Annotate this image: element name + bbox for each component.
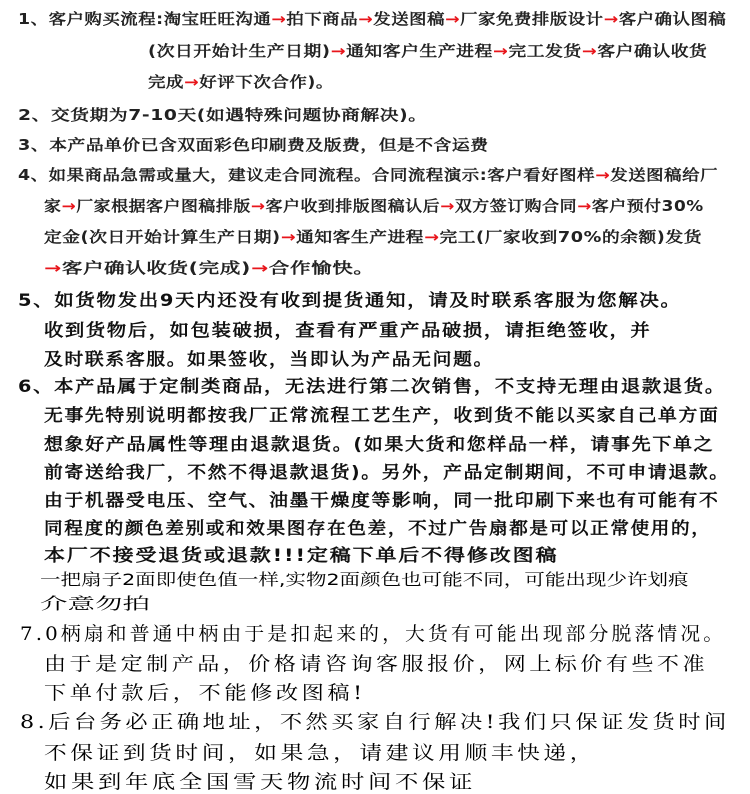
red-arrow-icon: → xyxy=(581,42,598,60)
text-segment: 厂家免费排版设计 xyxy=(460,10,604,28)
section-5-line xyxy=(18,286,682,311)
text-segment: 收到货物后，如包装破损，查看有严重产品破损，请拒绝签收，并 xyxy=(44,321,652,341)
text-segment: 一把扇子2面即使色值一样,实物2面颜色也可能不同，可能出现少许划痕 xyxy=(40,570,689,589)
text-segment: 完工发货 xyxy=(508,42,582,60)
text-segment: 通知客户生产进程 xyxy=(346,42,493,60)
red-arrow-icon: → xyxy=(280,228,297,246)
text-segment: 发送图稿给厂 xyxy=(610,166,719,184)
text-segment: 合作愉快。 xyxy=(268,259,375,277)
section-8-line xyxy=(20,619,726,646)
red-arrow-icon: → xyxy=(184,73,200,91)
red-arrow-icon: → xyxy=(492,42,509,60)
section-6-line xyxy=(44,401,719,426)
section-6-line xyxy=(44,541,558,566)
red-arrow-icon: → xyxy=(358,10,374,28)
text-segment: 拍下商品 xyxy=(286,10,359,28)
text-segment: 不保证到货时间，如果急，请建议用顺丰快递， xyxy=(44,742,597,764)
text-segment: 4、如果商品急需或量大，建议走合同流程。合同流程演示:客户看好图样 xyxy=(18,166,596,184)
section-6-line xyxy=(18,372,726,397)
text-segment: 介意勿拍 xyxy=(40,594,151,613)
red-arrow-icon: → xyxy=(250,259,269,277)
text-segment: 8.后台务必正确地址，不然买家自行解决!我们只保证发货时间 xyxy=(20,711,730,733)
section-6-line xyxy=(44,486,719,511)
text-segment: 本厂不接受退货或退款!!!定稿下单后不得修改图稿 xyxy=(44,546,559,566)
text-segment: 发送图稿 xyxy=(373,10,446,28)
text-segment: (次日开始计生产日期) xyxy=(148,42,331,60)
text-segment: 下单付款后，不能修改图稿! xyxy=(44,682,366,704)
text-segment: 前寄送给我厂，不然不得退款退货)。另外，产品定制期间，不可申请退款。 xyxy=(44,463,730,483)
red-arrow-icon: → xyxy=(445,10,461,28)
section-1-line xyxy=(148,71,334,92)
section-9-line xyxy=(44,767,476,794)
red-arrow-icon: → xyxy=(250,197,266,215)
text-segment: 定金(次日开始计算生产日期) xyxy=(44,228,281,246)
text-segment: 双方签订购合同 xyxy=(454,197,578,215)
section-8-line xyxy=(44,649,708,676)
text-segment: 如果到年底全国雪天物流时间不保证 xyxy=(44,771,477,793)
section-5-line xyxy=(44,345,494,370)
text-segment: 3、本产品单价已含双面彩色印刷费及版费，但是不含运费 xyxy=(18,136,489,154)
red-arrow-icon: → xyxy=(595,166,611,184)
red-arrow-icon: → xyxy=(603,10,619,28)
section-6-line xyxy=(44,514,711,539)
red-arrow-icon: → xyxy=(44,259,62,277)
text-segment: 想象好产品属性等理由退款退货。(如果大货和您样品一样，请事先下单之 xyxy=(44,435,715,455)
red-arrow-icon: → xyxy=(61,197,77,215)
red-arrow-icon: → xyxy=(440,197,455,215)
text-segment: 2、交货期为7-10天(如遇特殊问题协商解决)。 xyxy=(18,106,428,124)
section-1-line xyxy=(148,40,707,61)
section-9-line xyxy=(44,738,596,765)
section-4-line xyxy=(18,164,718,185)
text-segment: 无事先特别说明都按我厂正常流程工艺生产，收到货不能以买家自己单方面 xyxy=(44,406,720,426)
text-segment: 客户确认收货(完成) xyxy=(61,259,251,277)
section-6-line xyxy=(44,430,714,455)
red-arrow-icon: → xyxy=(271,10,287,28)
text-segment: 及时联系客服。如果签收，当即认为产品无问题。 xyxy=(44,350,494,370)
section-2-line xyxy=(18,104,428,125)
text-segment: 通知客生产进程 xyxy=(296,228,425,246)
text-segment: 7.0柄扇和普通中柄由于是扣起来的，大货有可能出现部分脱落情况。 xyxy=(20,623,727,645)
red-arrow-icon: → xyxy=(577,197,592,215)
text-segment: 客户确认收货 xyxy=(597,42,708,60)
text-segment: 好评下次合作)。 xyxy=(199,73,334,91)
text-segment: 家 xyxy=(44,197,62,215)
section-5-line xyxy=(44,316,651,341)
section-3-line xyxy=(18,134,489,155)
section-4-line xyxy=(44,226,702,247)
text-segment: 同程度的颜色差别或和效果图存在色差，不过广告扇都是可以正常使用的， xyxy=(44,519,712,539)
text-segment: 由于是定制产品，价格请咨询客服报价，网上标价有些不准 xyxy=(44,653,709,675)
section-4-line xyxy=(44,195,704,216)
section-7-line xyxy=(40,591,150,614)
text-segment: 客户收到排版图稿认后 xyxy=(265,197,441,215)
text-segment: 完工(厂家收到70%的余额)发货 xyxy=(439,228,703,246)
section-4-line xyxy=(44,257,375,278)
text-segment: 完成 xyxy=(148,73,185,91)
section-9-line xyxy=(20,707,730,734)
section-7-line xyxy=(40,567,689,590)
section-1-line xyxy=(18,8,726,29)
text-segment: 厂家根据客户图稿排版 xyxy=(76,197,251,215)
red-arrow-icon: → xyxy=(424,228,440,246)
section-6-line xyxy=(44,458,730,483)
text-segment: 1、客户购买流程:淘宝旺旺沟通 xyxy=(18,10,272,28)
text-segment: 客户预付30% xyxy=(591,197,704,215)
red-arrow-icon: → xyxy=(330,42,347,60)
text-segment: 客户确认图稿 xyxy=(618,10,727,28)
text-segment: 5、如货物发出9天内还没有收到提货通知，请及时联系客服为您解决。 xyxy=(18,291,682,311)
section-8-line xyxy=(44,678,366,705)
text-segment: 6、本产品属于定制类商品，无法进行第二次销售，不支持无理由退款退货。 xyxy=(18,377,726,397)
text-segment: 由于机器受电压、空气、油墨干燥度等影响，同一批印刷下来也有可能有不 xyxy=(44,491,720,511)
